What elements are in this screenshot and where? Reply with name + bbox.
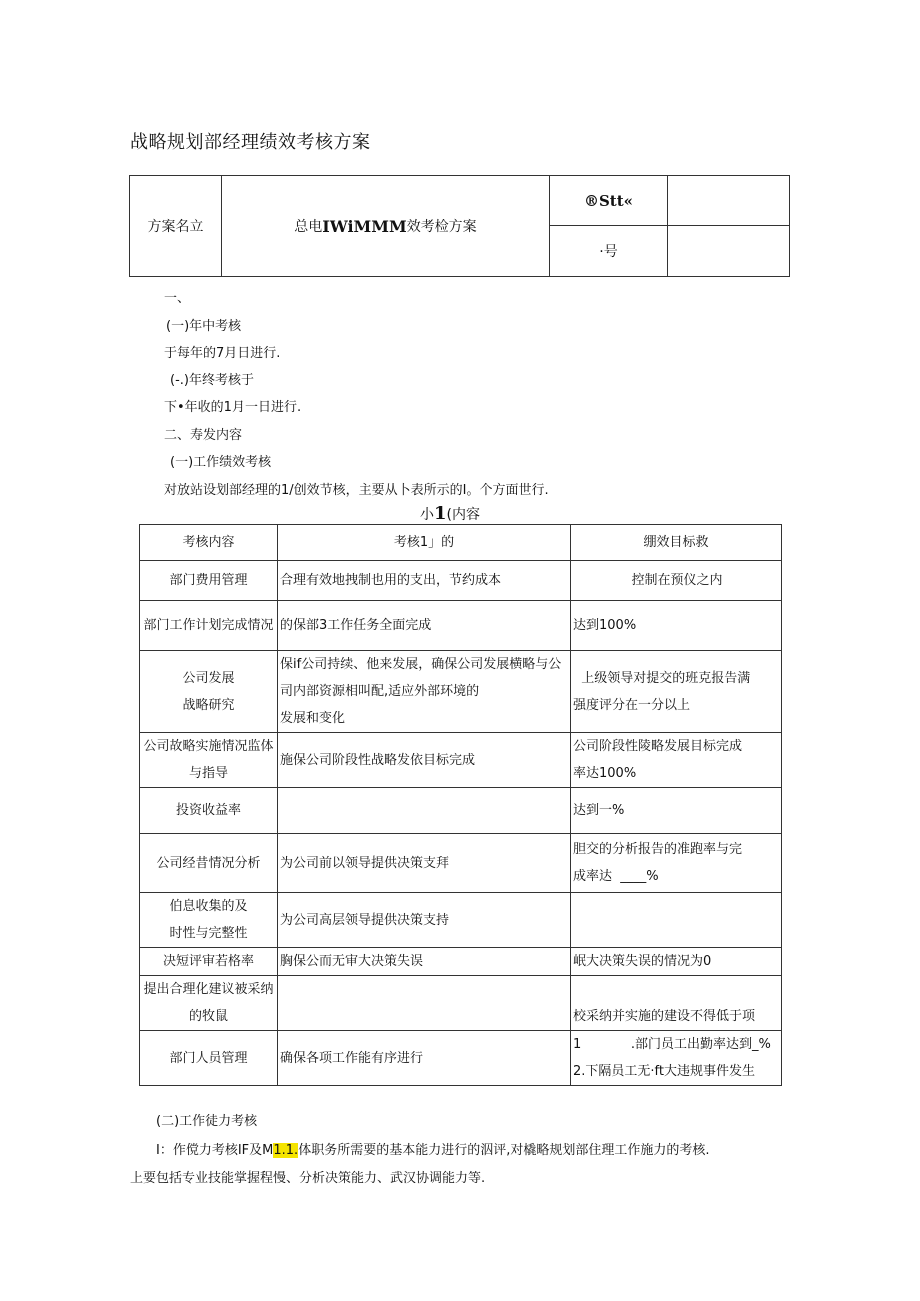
- assessment-purpose-cell: [278, 601, 571, 651]
- cell-line: 合理有效地拽制也用的支出，节约成本: [280, 573, 502, 588]
- cell-line: 司内部资源相叫配,适应外部环境的: [280, 684, 480, 699]
- cell-line: 施保公司阶段性战略发依目标完成: [280, 752, 476, 768]
- table-caption-post: (内容: [446, 507, 480, 523]
- assessment-item-cell: [140, 788, 278, 834]
- table-row: [140, 561, 782, 601]
- target-cell: [571, 561, 782, 601]
- cell-line: 1 .部门员工出勤率达到_%: [573, 1037, 771, 1052]
- cell-line: 校采纳并实施的建设不得低于项: [573, 1009, 756, 1024]
- subsection-performance: (一)工作绩效考核: [170, 455, 272, 470]
- target-cell: [571, 733, 782, 788]
- header-row2-value: [668, 226, 789, 276]
- assessment-item-cell: [140, 893, 278, 948]
- table-caption: [420, 503, 480, 524]
- plan-name-value: [222, 176, 550, 276]
- cell-line: 投资收益率: [175, 803, 241, 818]
- cell-line: 强度评分在一分以上: [573, 697, 691, 713]
- assessment-purpose-cell: [278, 733, 571, 788]
- subsection-yearend: (-.)年终考核于: [170, 373, 254, 388]
- cell-line: 时性与完整性: [169, 926, 248, 941]
- cell-line: 胸保公而无审大决策失误: [280, 954, 424, 969]
- cell-line: 部门工作计划完成情况: [143, 618, 274, 633]
- cell-line: 达到100%: [573, 618, 637, 633]
- assessment-purpose-cell: [278, 788, 571, 834]
- cell-line: 公司经昔情况分析: [156, 855, 261, 871]
- table-row: [140, 834, 782, 893]
- table-row: [140, 893, 782, 948]
- assessment-purpose-cell: [278, 893, 571, 948]
- assessment-purpose-cell: [278, 651, 571, 733]
- cell-line: 发展和变化: [280, 711, 346, 726]
- column-header: 绷效目标救: [571, 525, 782, 561]
- cell-line: 与指导: [188, 766, 228, 781]
- header-row1-label: ®Stt«: [550, 176, 668, 226]
- assessment-purpose-cell: [278, 834, 571, 893]
- kpi-table: [139, 524, 782, 1086]
- cell-line: 2.下隔员工无·ft大违规事件发生: [573, 1064, 755, 1079]
- cell-line: 为公司高层领导提供决策支持: [280, 912, 450, 928]
- assessment-item-cell: [140, 561, 278, 601]
- cell-line: 胆交的分析报告的准跑率与完: [573, 842, 743, 857]
- cell-line: 公司阶段性陵略发展目标完成: [573, 739, 743, 754]
- cell-line: 岷大决策失误的情况为0: [573, 954, 712, 969]
- header-row1-value: [668, 176, 789, 226]
- assessment-item-cell: [140, 1031, 278, 1086]
- assessment-purpose-cell: [278, 1031, 571, 1086]
- table-row: [140, 788, 782, 834]
- cell-line: 部门人员管理: [169, 1050, 248, 1066]
- assessment-purpose-cell: [278, 561, 571, 601]
- cell-line: 率达100%: [573, 766, 637, 781]
- cell-line: 确保各项工作能有序进行: [280, 1050, 424, 1066]
- plan-header-table: [129, 175, 790, 277]
- cell-line: 的牧鼠: [188, 1009, 228, 1024]
- performance-intro: 对放站设划部经理的1/创效节核，主要从卜表所示的I。个方面世行.: [164, 483, 549, 498]
- cell-line: 部门费用管理: [169, 573, 248, 588]
- table-row: [140, 948, 782, 976]
- ability-text-2: 上要包括专业技能掌握程慢、分析决策能力、武汉协调能力等.: [130, 1171, 486, 1186]
- table-row: [140, 651, 782, 733]
- yearend-text: 下•年收的1月一日进行.: [164, 400, 302, 415]
- table-row: [140, 733, 782, 788]
- table-caption-bold: 1: [434, 503, 447, 524]
- cell-line: 公司发展: [182, 670, 235, 686]
- assessment-item-cell: [140, 733, 278, 788]
- target-cell: [571, 601, 782, 651]
- target-cell: [571, 893, 782, 948]
- page-title: 战略规划部经理绩效考核方案: [130, 132, 371, 153]
- ability-text-1-post: 体职务所需要的基本能力进行的泅评,对橇略规划部住理工作施力的考核.: [298, 1143, 710, 1158]
- target-cell: [571, 1031, 782, 1086]
- ability-text-1-pre: I：作傥力考核IF及M: [156, 1143, 274, 1158]
- assessment-purpose-cell: [278, 976, 571, 1031]
- plan-name-value-bold: IWiMMM: [322, 216, 407, 236]
- table-header-row: [140, 525, 782, 561]
- column-header: 考核1」的: [278, 525, 571, 561]
- plan-name-label: 方案名立: [130, 176, 222, 276]
- cell-line: 控制在预仪之内: [631, 573, 723, 588]
- plan-name-value-pre: 总电: [294, 219, 323, 235]
- table-row: [140, 1031, 782, 1086]
- assessment-item-cell: [140, 651, 278, 733]
- header-row2-label: ·号: [550, 226, 668, 276]
- cell-line: 为公司前以领导提供决策支拜: [280, 855, 450, 871]
- cell-line: 成率达 ____%: [573, 869, 659, 884]
- target-cell: [571, 948, 782, 976]
- cell-line: 决短评审若格率: [162, 954, 254, 969]
- table-caption-pre: 小: [420, 507, 434, 523]
- cell-line: 保if公司持续、他来发展，确保公司发展横略与公: [280, 657, 562, 672]
- assessment-item-cell: [140, 601, 278, 651]
- cell-line: 达到一%: [573, 803, 625, 818]
- table-row: [140, 976, 782, 1031]
- cell-line: 的保部3工作任务全面完成: [280, 618, 432, 633]
- plan-name-value-post: 效考检方案: [406, 219, 477, 235]
- assessment-item-cell: [140, 948, 278, 976]
- assessment-purpose-cell: [278, 948, 571, 976]
- cell-line: 上级领导对提交的班克报告满: [573, 670, 751, 686]
- cell-line: 伯息收集的及: [169, 899, 248, 914]
- section-heading-2: 二、寿发内容: [164, 428, 243, 443]
- target-cell: [571, 834, 782, 893]
- midyear-text: 于每年的7月日进行.: [164, 346, 281, 361]
- highlighted-text: 1.1.: [273, 1143, 299, 1158]
- table-row: [140, 601, 782, 651]
- section-heading-1: 一、: [164, 291, 191, 306]
- cell-line: 战略研究: [182, 697, 235, 713]
- subsection-midyear: (一)年中考核: [166, 319, 242, 334]
- target-cell: [571, 976, 782, 1031]
- target-cell: [571, 651, 782, 733]
- assessment-item-cell: [140, 834, 278, 893]
- cell-line: 提出合理化建议被采纳: [143, 982, 274, 997]
- column-header: 考核内容: [140, 525, 278, 561]
- target-cell: [571, 788, 782, 834]
- subsection-ability: (二)工作徒力考核: [156, 1114, 258, 1129]
- cell-line: 公司故略实施情况监体: [143, 739, 274, 754]
- assessment-item-cell: [140, 976, 278, 1031]
- ability-text-1: [156, 1139, 709, 1158]
